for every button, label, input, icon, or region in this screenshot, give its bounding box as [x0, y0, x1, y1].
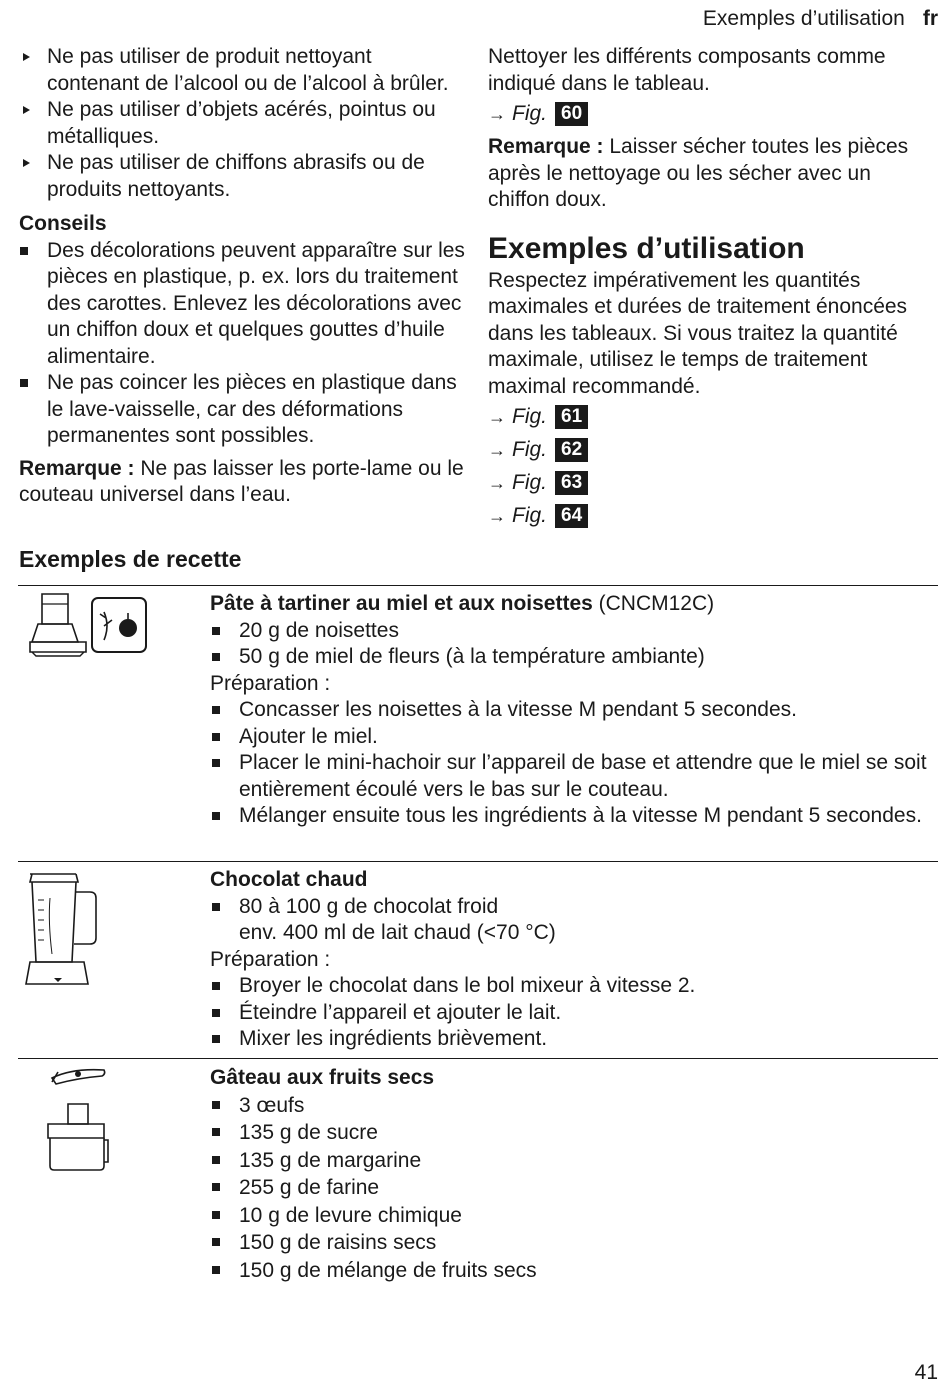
header-section-title: Exemples d’utilisation [702, 7, 905, 30]
ingredient-item: 135 g de margarine [210, 1147, 930, 1175]
blender-icon [22, 870, 102, 994]
tip-item: Ne pas coincer les pièces en plastique dans le lave-vaisselle, car des déformations permanentes sont possibles. [19, 370, 469, 450]
page-number: 41 [914, 1360, 938, 1384]
step-item: Mixer les ingrédients brièvement. [210, 1026, 930, 1053]
table-divider [18, 585, 938, 586]
fig-number: 63 [555, 471, 588, 495]
step-item: Ajouter le miel. [210, 724, 930, 751]
ingredient-item: 50 g de miel de fleurs (à la température ambiante) [210, 644, 930, 671]
recipes-heading: Exemples de recette [19, 546, 242, 572]
recipe-hot-chocolate [210, 867, 930, 1053]
tips-heading: Conseils [19, 212, 107, 235]
left-column [19, 44, 469, 509]
ingredient-item: 80 à 100 g de chocolat froid [210, 894, 930, 921]
fig-label: Fig. [512, 470, 548, 494]
ingredient-list [210, 1092, 930, 1285]
ingredient-item: 150 g de raisins secs [210, 1229, 930, 1257]
ingredient-item: env. 400 ml de lait chaud (<70 °C) [239, 921, 556, 944]
figure-reference[interactable] [488, 470, 938, 496]
right-note [488, 134, 938, 214]
recipe-title: Pâte à tartiner au miel et aux noisettes [210, 592, 593, 615]
fig-label: Fig. [512, 101, 548, 125]
arrow-icon: → [488, 406, 506, 427]
step-item: Placer le mini-hachoir sur l’appareil de base et attendre que le miel se soit entièrement écoulé vers le bas sur le couteau. [210, 750, 930, 803]
mini-chopper-icon [22, 590, 152, 660]
running-header [703, 6, 938, 33]
section-text: Respectez impérativement les quantités maximales et durées de traitement énoncées dans les tableaux. Si vous traitez la quantité maximale, utilisez le temps de traitement maximal recommandé. [488, 268, 908, 398]
fig-label: Fig. [512, 404, 548, 428]
fig-number: 61 [555, 405, 588, 429]
warning-item: Ne pas utiliser de produit nettoyant contenant de l’alcool ou de l’alcool à brûler. [19, 44, 469, 97]
ingredient-item: 135 g de sucre [210, 1119, 930, 1147]
left-note [19, 456, 469, 509]
recipe-model: (CNCM12C) [592, 592, 715, 615]
step-item: Mélanger ensuite tous les ingrédients à la vitesse M pendant 5 secondes. [210, 803, 930, 830]
preparation-label: Préparation : [210, 947, 331, 971]
note-text: Laisser sécher toutes les pièces après le nettoyage ou les sécher avec un chiffon doux. [488, 135, 909, 211]
fig-number: 62 [555, 438, 588, 462]
right-column [488, 44, 938, 536]
step-item: Broyer le chocolat dans le bol mixeur à vitesse 2. [210, 973, 930, 1000]
food-processor-icon [22, 1064, 122, 1176]
warning-list [19, 44, 469, 203]
ingredient-item: 3 œufs [210, 1092, 930, 1120]
recipe-honey-hazelnut [210, 591, 930, 830]
note-text: Ne pas laisser les porte-lame ou le couteau universel dans l’eau. [19, 456, 464, 506]
ingredient-item: 150 g de mélange de fruits secs [210, 1257, 930, 1285]
recipe-title-line [210, 591, 930, 618]
step-list [210, 697, 930, 830]
step-list [210, 973, 930, 1053]
fig-number: 64 [555, 504, 588, 528]
recipe-fruit-cake [210, 1065, 930, 1284]
recipe-title: Chocolat chaud [210, 868, 368, 891]
ingredient-list [210, 894, 930, 947]
step-item: Concasser les noisettes à la vitesse M pendant 5 secondes. [210, 697, 930, 724]
ingredient-item: 255 g de farine [210, 1174, 930, 1202]
arrow-icon: → [488, 472, 506, 493]
section-title: Exemples d’utilisation [488, 231, 805, 265]
step-item: Éteindre l’appareil et ajouter le lait. [210, 1000, 930, 1027]
arrow-icon: → [488, 103, 506, 124]
fig-label: Fig. [512, 503, 548, 527]
figure-reference[interactable] [488, 404, 938, 430]
figure-reference[interactable] [488, 503, 938, 529]
figure-reference[interactable] [488, 101, 938, 127]
table-divider [18, 1058, 938, 1059]
fig-label: Fig. [512, 437, 548, 461]
warning-item: Ne pas utiliser d’objets acérés, pointus ou métalliques. [19, 97, 469, 150]
note-label: Remarque : [19, 456, 135, 480]
recipe-title: Gâteau aux fruits secs [210, 1066, 435, 1089]
cleaning-intro: Nettoyer les différents composants comme indiqué dans le tableau. [488, 45, 886, 95]
note-label: Remarque : [488, 135, 604, 158]
tips-list [19, 238, 469, 450]
fig-number: 60 [555, 102, 588, 126]
table-divider [18, 861, 938, 862]
arrow-icon: → [488, 505, 506, 526]
header-language: fr [922, 7, 938, 30]
figure-reference[interactable] [488, 437, 938, 463]
ingredient-item: 10 g de levure chimique [210, 1202, 930, 1230]
preparation-label: Préparation : [210, 671, 331, 695]
ingredient-item: 20 g de noisettes [210, 618, 930, 645]
arrow-icon: → [488, 439, 506, 460]
ingredient-list [210, 618, 930, 671]
tip-item: Des décolorations peuvent apparaître sur les pièces en plastique, p. ex. lors du traitement des carottes. Enlevez les décolorations avec un chiffon doux et quelques gouttes d’huile alimentaire. [19, 238, 469, 371]
warning-item: Ne pas utiliser de chiffons abrasifs ou de produits nettoyants. [19, 150, 469, 203]
